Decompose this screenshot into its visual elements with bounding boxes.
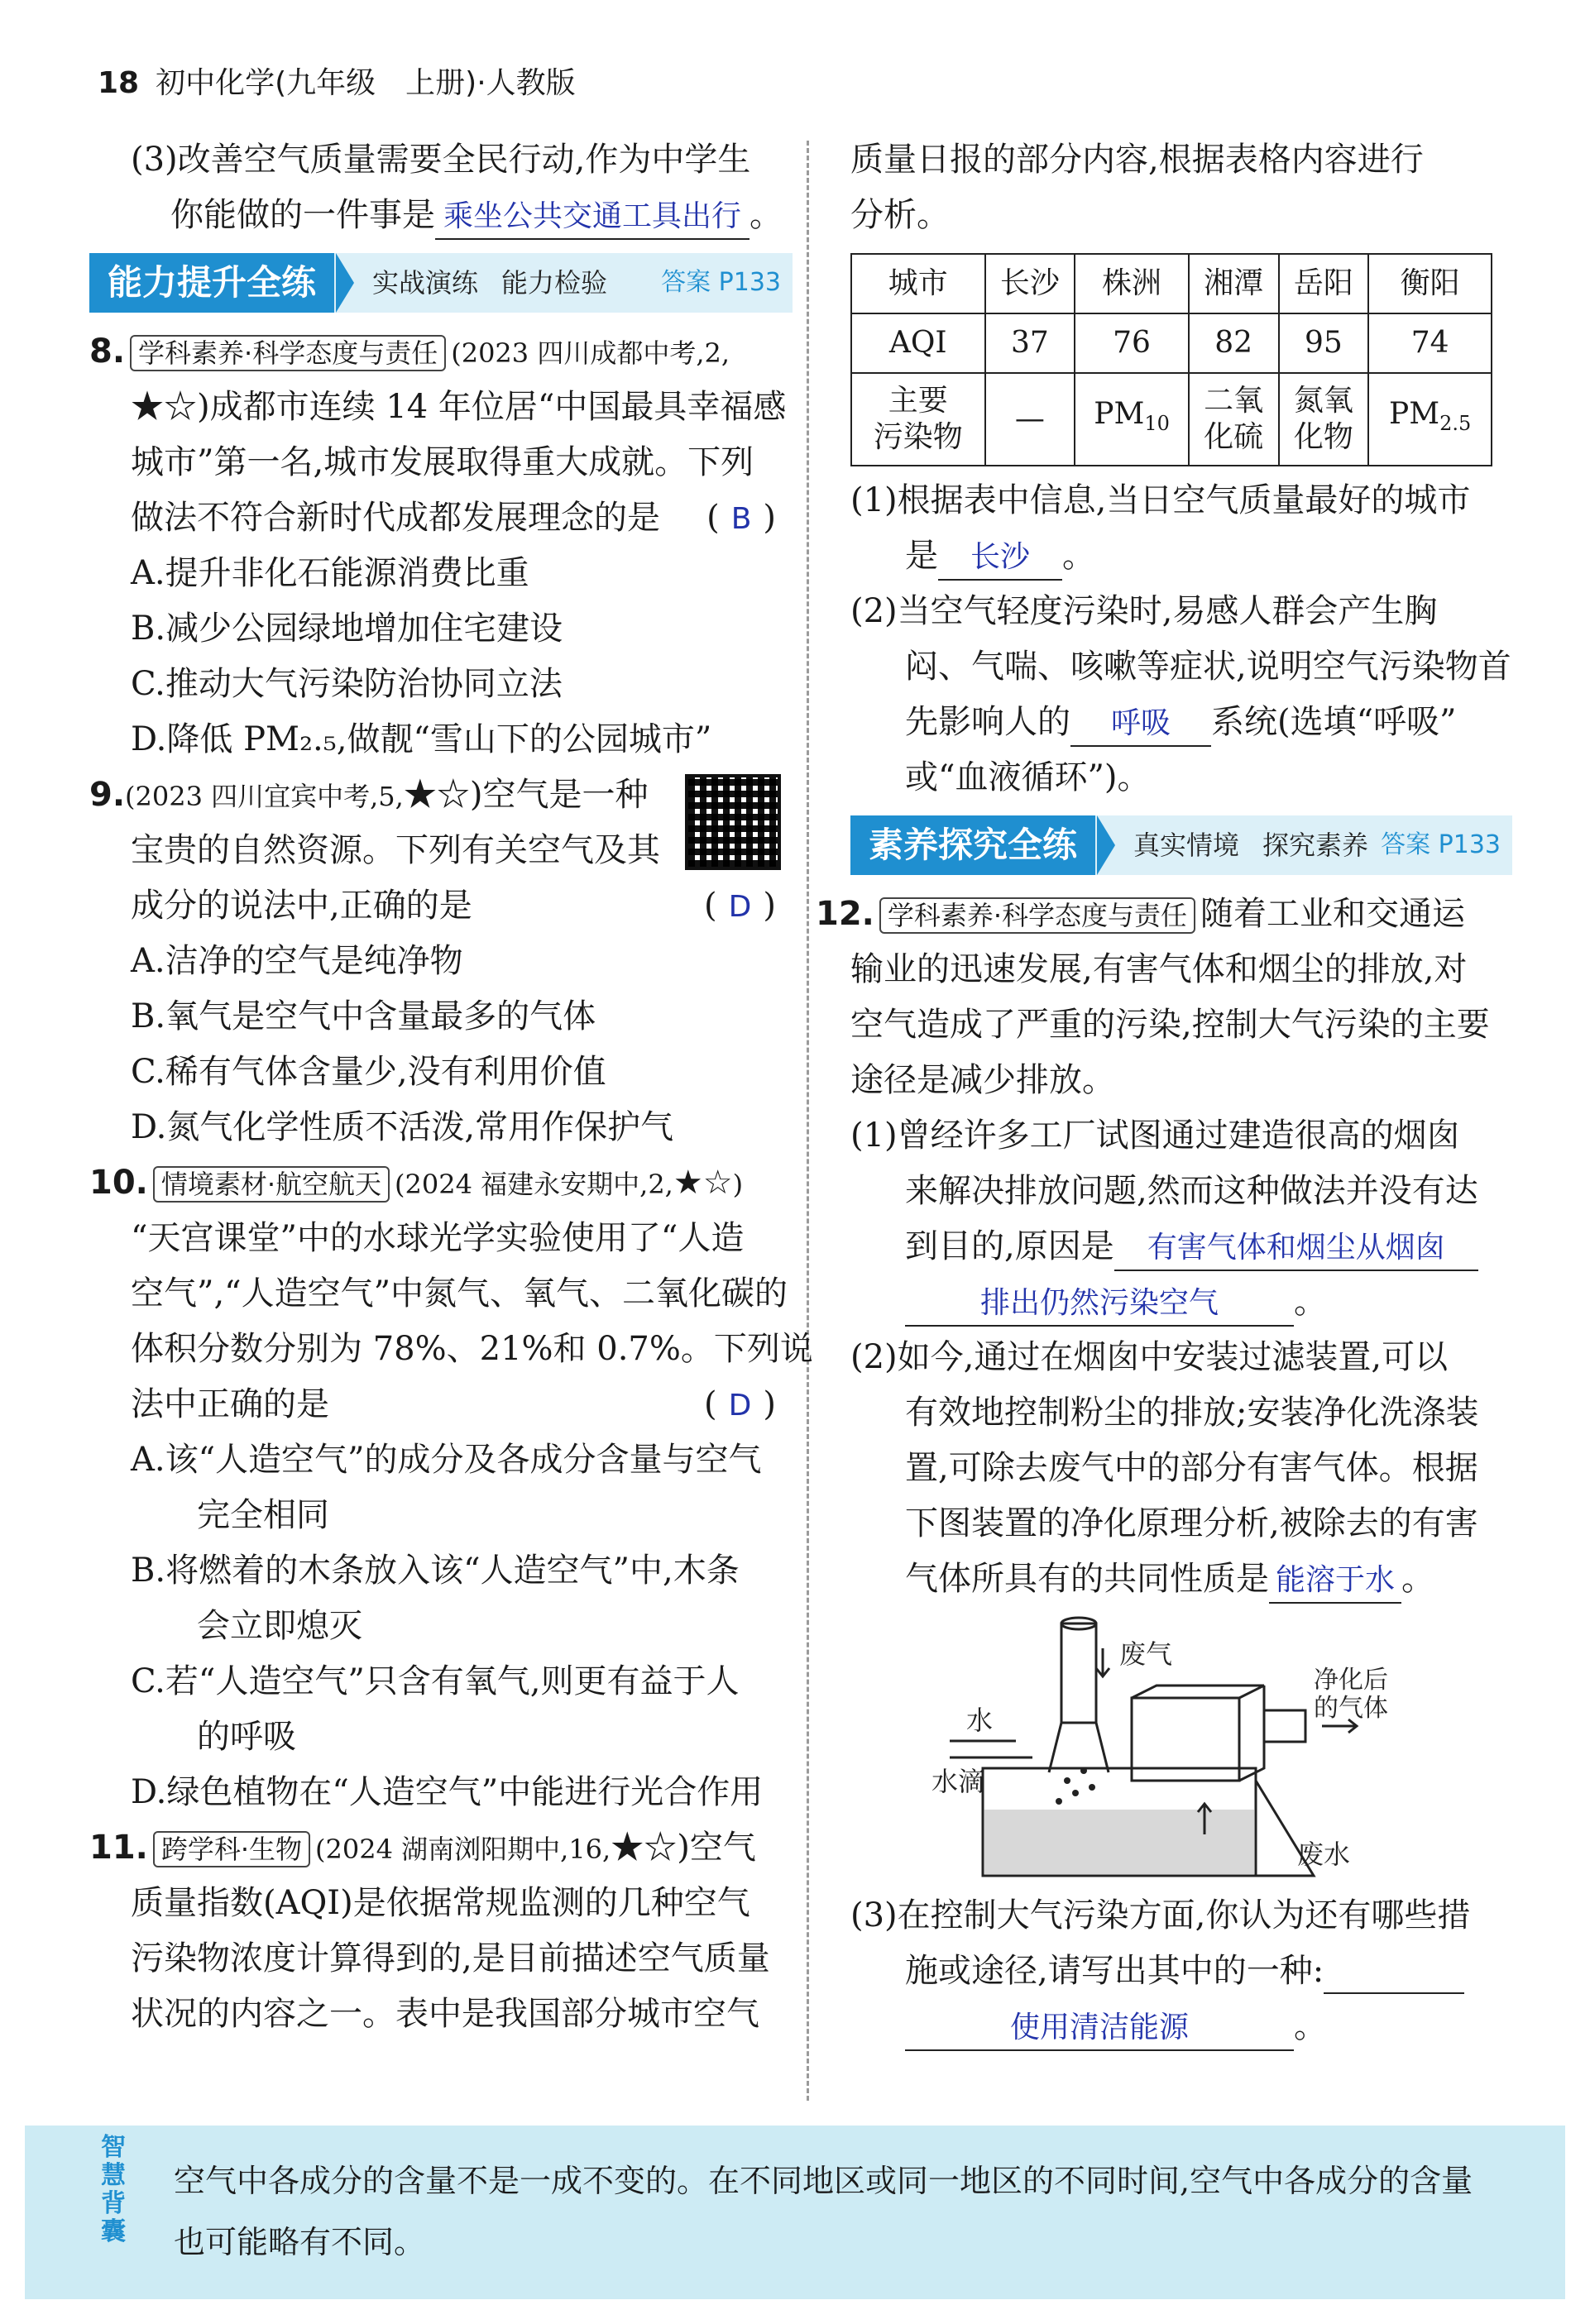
q9-option-a: A.洁净的空气是纯净物: [131, 942, 463, 980]
q8-line4: 做法不符合新时代成都发展理念的是 ( B ): [89, 490, 793, 546]
wisdom-tip-line2: 也可能略有不同。: [174, 2224, 426, 2260]
q11-p2-line2: 闷、气喘、咳嗽等症状,说明空气污染物首: [905, 648, 1511, 686]
table-row: [851, 373, 1492, 466]
table-cell: 城市: [851, 254, 985, 313]
table-cell: —: [985, 373, 1075, 466]
banner-literacy: [850, 815, 1512, 875]
table-cell: 氮氧 化物: [1279, 373, 1369, 466]
q12-p2-line5: 气体所具有的共同性质是 能溶于水 。: [850, 1552, 1512, 1607]
right-column: [816, 132, 1512, 2054]
q10-option-d: D.绿色植物在“人造空气”中能进行光合作用: [131, 1773, 764, 1811]
q9-number: 9.: [89, 776, 126, 814]
banner-ability-sub1: 实战演练: [372, 267, 479, 299]
table-cell: 37: [985, 313, 1075, 373]
q12-p1-line4: 排出仍然污染空气 。: [850, 1274, 1512, 1330]
table-cell: 衡阳: [1368, 254, 1492, 313]
q9-answer: D: [728, 890, 752, 924]
q8-tag: 学科素养·科学态度与责任: [130, 335, 446, 371]
q10-option-a-cont: 完全相同: [197, 1496, 329, 1534]
q8-source: (2023 四川成都中考,2,: [451, 337, 730, 369]
qr-code-icon: [685, 774, 781, 870]
q12-p1-line2: 来解决排放问题,然而这种做法并没有达: [905, 1172, 1478, 1210]
q11-line6: 分析。: [850, 196, 950, 234]
q8-option-b: B.减少公园绿地增加住宅建设: [131, 610, 563, 648]
q9-option-c: C.稀有气体含量少,没有利用价值: [131, 1053, 606, 1091]
table-cell: 二氧 化硫: [1189, 373, 1279, 466]
diagram-label-clean-gas-1: 净化后: [1314, 1666, 1388, 1695]
q7-3-line2: 你能做的一件事是 乘坐公共交通工具出行 。: [89, 188, 793, 243]
q12-p1-line1: (1)曾经许多工厂试图通过建造很高的烟囱: [850, 1117, 1460, 1155]
q12-p3-line1: (3)在控制大气污染方面,你认为还有哪些措: [850, 1896, 1471, 1934]
q10-answer: D: [728, 1389, 752, 1423]
purification-apparatus: [850, 1615, 1512, 1888]
q11-p2-line4: 或“血液循环”)。: [905, 758, 1151, 796]
aqi-table: [850, 253, 1492, 466]
table-cell: 95: [1279, 313, 1369, 373]
q11-line5: 质量日报的部分内容,根据表格内容进行: [850, 141, 1424, 179]
q12-p2-answer: 能溶于水: [1269, 1559, 1401, 1604]
table-row: [851, 313, 1492, 373]
q10-option-c: C.若“人造空气”只含有氧气,则更有益于人: [131, 1662, 740, 1700]
q9-line1: 9.(2023 四川宜宾中考,5,★☆)空气是一种: [89, 767, 793, 823]
table-cell: $PM_{10}$: [1075, 373, 1189, 466]
wisdom-tip-label: 智慧背囊: [101, 2133, 126, 2246]
q10-option-c-cont: 的呼吸: [197, 1718, 296, 1756]
q12-p3-line3: 使用清洁能源 。: [850, 1999, 1512, 2054]
book-title: 初中化学(九年级 上册)·人教版: [156, 66, 576, 100]
q12-p2-line3: 置,可除去废气中的部分有害气体。根据: [905, 1449, 1478, 1487]
q9-option-d: D.氮气化学性质不活泼,常用作保护气: [131, 1108, 674, 1146]
q9-option-b: B.氧气是空气中含量最多的气体: [131, 997, 596, 1035]
q9-line3: 成分的说法中,正确的是 ( D ): [89, 878, 793, 934]
q8-option-a: A.提升非化石能源消费比重: [131, 554, 529, 592]
table-row: [851, 254, 1492, 313]
page-number: 18: [98, 66, 140, 100]
q8-line2: ★☆)成都市连续 14 年位居“中国最具幸福感: [131, 388, 787, 426]
banner-literacy-sub1: 真实情境: [1133, 830, 1240, 861]
q9-answer-bracket: ( D ): [704, 887, 776, 925]
wisdom-tip-line1: 空气中各成分的含量不是一成不变的。在不同地区或同一地区的不同时间,空气中各成分的含量: [174, 2163, 1473, 2199]
q11-line3: 污染物浓度计算得到的,是目前描述空气质量: [131, 1939, 770, 1977]
q10-line4: 体积分数分别为 78%、21%和 0.7%。下列说: [131, 1330, 813, 1368]
q9-source: (2023 四川宜宾中考,5,: [125, 781, 404, 812]
q12-line1: 12. 学科素养·科学态度与责任 随着工业和交通运: [816, 895, 1466, 933]
q12-tag: 学科素养·科学态度与责任: [879, 897, 1195, 934]
banner-literacy-answer-ref: 答案 P133: [1381, 830, 1501, 859]
wisdom-tip-text: [174, 2150, 1530, 2273]
table-cell: 湘潭: [1189, 254, 1279, 313]
q12-p2-line1: (2)如今,通过在烟囱中安装过滤装置,可以: [850, 1338, 1449, 1376]
q10-answer-bracket: ( D ): [704, 1385, 776, 1423]
table-cell: 主要 污染物: [851, 373, 985, 466]
q10-line2: “天宫课堂”中的水球光学实验使用了“人造: [131, 1219, 745, 1257]
q11-tag: 跨学科·生物: [153, 1831, 310, 1867]
q11-p2-line1: (2)当空气轻度污染时,易感人群会产生胸: [850, 592, 1438, 630]
q10-line1: 10. 情境素材·航空航天 (2024 福建永安期中,2,★☆): [89, 1164, 744, 1202]
chevron-icon: [1097, 815, 1115, 875]
q8-answer-bracket: ( B ): [706, 499, 776, 537]
banner-ability-sub2: 能力检验: [501, 267, 608, 299]
table-cell: AQI: [851, 313, 985, 373]
banner-literacy-sub2: 探究素养: [1262, 830, 1369, 861]
q10-option-b: B.将燃着的木条放入该“人造空气”中,木条: [131, 1552, 740, 1590]
q8-line1: [89, 324, 793, 380]
q12-number: 12.: [816, 895, 874, 933]
q8-number: 8.: [89, 332, 126, 371]
banner-literacy-title: 素养探究全练: [850, 815, 1095, 875]
diagram-label-water: 水: [966, 1705, 994, 1736]
q12-line4: 途径是减少排放。: [850, 1061, 1115, 1099]
table-cell: 岳阳: [1279, 254, 1369, 313]
q12-p2-line2: 有效地控制粉尘的排放;安装净化洗涤装: [905, 1394, 1479, 1432]
table-cell: $PM_{2.5}$: [1368, 373, 1492, 466]
q12-line3: 空气造成了严重的污染,控制大气污染的主要: [850, 1006, 1490, 1044]
table-cell: 株洲: [1075, 254, 1189, 313]
q10-number: 10.: [89, 1164, 148, 1202]
q12-p1-line3: 到目的,原因是 有害气体和烟尘从烟囱: [850, 1219, 1512, 1274]
q11-line4: 状况的内容之一。表中是我国部分城市空气: [131, 1995, 759, 2033]
page-header: [98, 60, 576, 102]
q12-p1-answer-line2: 排出仍然污染空气: [905, 1282, 1294, 1327]
q11-p1-line1: (1)根据表中信息,当日空气质量最好的城市: [850, 481, 1471, 519]
q11-p2-line3: 先影响人的 呼吸 系统(选填“呼吸”: [850, 695, 1512, 750]
banner-ability-title: 能力提升全练: [89, 253, 334, 313]
q11-p1-answer: 长沙: [938, 536, 1062, 581]
star-icon: ★☆: [673, 1164, 733, 1202]
chevron-icon: [336, 253, 354, 313]
q12-line2: 输业的迅速发展,有害气体和烟尘的排放,对: [850, 950, 1468, 988]
q11-line2: 质量指数(AQI)是依据常规监测的几种空气: [131, 1884, 750, 1922]
q11-number: 11.: [89, 1829, 148, 1867]
table-cell: 长沙: [985, 254, 1075, 313]
q7-3-line1: (3)改善空气质量需要全民行动,作为中学生: [131, 141, 751, 179]
q11-source: (2024 湖南浏阳期中,16,: [315, 1834, 611, 1865]
diagram-label-waste-water: 废水: [1297, 1839, 1351, 1870]
diagram-label-clean-gas-2: 的气体: [1314, 1694, 1388, 1723]
diagram-label-waste-gas: 废气: [1119, 1638, 1173, 1670]
table-cell: 76: [1075, 313, 1189, 373]
banner-ability: [89, 253, 793, 313]
q9-line2: 宝贵的自然资源。下列有关空气及其: [131, 831, 660, 869]
table-cell: 74: [1368, 313, 1492, 373]
banner-ability-answer-ref: 答案 P133: [661, 268, 781, 297]
left-column: [89, 132, 813, 2042]
q8-option-c: C.推动大气污染防治协同立法: [131, 665, 563, 703]
wisdom-tip-box: [25, 2126, 1565, 2299]
q10-option-b-cont: 会立即熄灭: [197, 1607, 362, 1645]
diagram-label-water-drop: 水滴: [931, 1766, 985, 1797]
table-cell: 82: [1189, 313, 1279, 373]
q10-line3: 空气”,“人造空气”中氮气、氧气、二氧化碳的: [131, 1274, 788, 1313]
q10-line5: 法中正确的是 ( D ): [89, 1377, 793, 1432]
column-divider: [807, 141, 809, 2101]
q11-p1-line2: 是 长沙 。: [850, 528, 1512, 584]
q7-3-answer: 乘坐公共交通工具出行: [435, 195, 750, 240]
q8-option-d: D.降低 PM₂.₅,做靓“雪山下的公园城市”: [131, 720, 712, 758]
q12-p2-line4: 下图装置的净化原理分析,被除去的有害: [905, 1504, 1478, 1542]
q8-answer: B: [730, 502, 752, 536]
q12-p3-answer: 使用清洁能源: [905, 2006, 1294, 2051]
purification-diagram: [850, 1615, 1512, 1888]
q10-source: (2024 福建永安期中,2,: [395, 1169, 673, 1200]
q11-line1: 11. 跨学科·生物 (2024 湖南浏阳期中,16,★☆)空气: [89, 1829, 756, 1867]
q11-p2-answer: 呼吸: [1070, 702, 1211, 747]
star-icon: ★☆: [131, 388, 197, 426]
q8-line3: 城市”第一名,城市发展取得重大成就。下列: [131, 443, 754, 481]
q10-option-a: A.该“人造空气”的成分及各成分含量与空气: [131, 1441, 762, 1479]
q12-p3-line2: 施或途径,请写出其中的一种:: [850, 1944, 1512, 1999]
q10-tag: 情境素材·航空航天: [153, 1166, 390, 1203]
q12-p1-answer-line1: 有害气体和烟尘从烟囱: [1114, 1227, 1478, 1271]
star-icon: ★☆: [611, 1829, 678, 1867]
star-icon: ★☆: [403, 776, 470, 814]
